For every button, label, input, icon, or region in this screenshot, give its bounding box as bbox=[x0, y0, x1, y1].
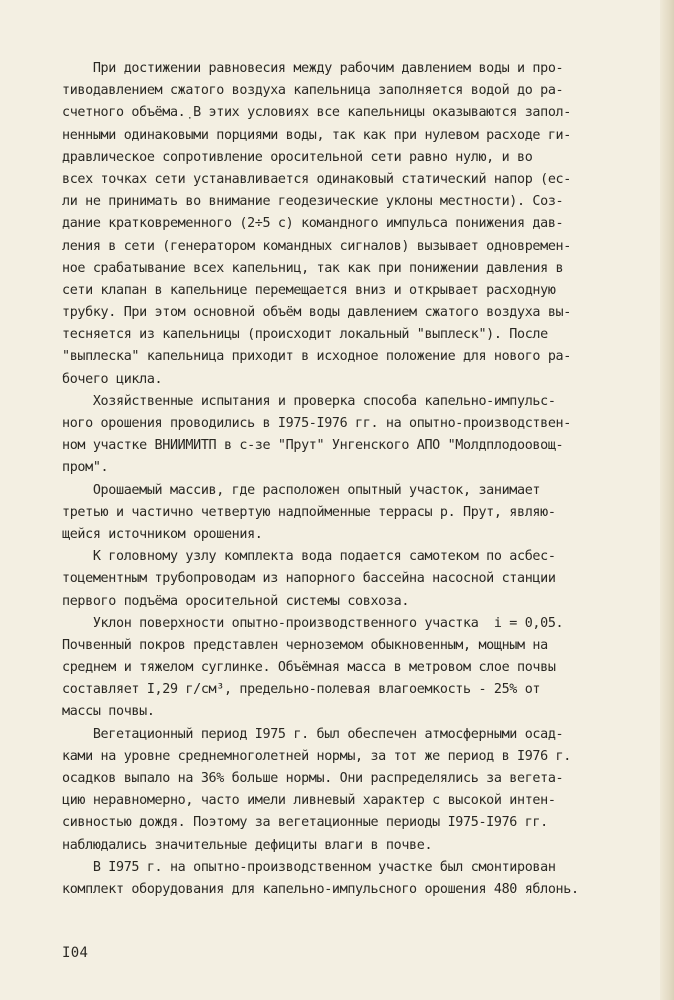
text-line: комплект оборудования для капельно-импульсного орошения 480 яблонь. bbox=[62, 881, 579, 897]
text-line: тесняется из капельницы (происходит локальный "выплеск"). После bbox=[62, 327, 548, 343]
text-line: бочего цикла. bbox=[62, 371, 163, 387]
text-line: ли не принимать во внимание геодезические уклоны местности). Соз- bbox=[62, 194, 564, 210]
text-line: тоцементным трубопроводам из напорного бассейна насосной станции bbox=[62, 571, 556, 587]
text-line: счетного объёма.̣ В этих условиях все капельницы оказываются запол- bbox=[62, 105, 571, 121]
text-line: тиводавлением сжатого воздуха капельница заполняется водой до ра- bbox=[62, 83, 564, 99]
text-line: массы почвы. bbox=[62, 704, 155, 720]
text-line: сети клапан в капельнице перемещается вниз и открывает расходную bbox=[62, 282, 556, 298]
text-line: наблюдались значительные дефициты влаги в почве. bbox=[62, 837, 433, 853]
text-line: составляет I,29 г/см³, предельно-полевая влагоемкость - 25% от bbox=[62, 682, 541, 698]
text-line: щейся источником орошения. bbox=[62, 526, 263, 542]
text-line: пром". bbox=[62, 460, 109, 476]
text-line: "выплеска" капельница приходит в исходное положение для нового ра- bbox=[62, 349, 571, 365]
text-line: Орошаемый массив, где расположен опытный участок, занимает bbox=[62, 482, 541, 498]
text-line: среднем и тяжелом суглинке. Объёмная масса в метровом слое почвы bbox=[62, 660, 556, 676]
text-line: дравлическое сопротивление оросительной сети равно нулю, и во bbox=[62, 149, 533, 165]
text-line: ное срабатывание всех капельниц, так как при понижении давления в bbox=[62, 260, 564, 276]
text-line: Хозяйственные испытания и проверка способа капельно-импульс- bbox=[62, 393, 556, 409]
text-line: ного орошения проводились в I975-I976 гг. на опытно-производствен- bbox=[62, 416, 571, 431]
text-line: сивностью дождя. Поэтому за вегетационные периоды I975-I976 гг. bbox=[62, 815, 548, 831]
text-line: цию неравномерно, часто имели ливневый характер с высокой интен- bbox=[62, 793, 556, 809]
body-text bbox=[62, 58, 652, 901]
page-number: I04 bbox=[62, 945, 89, 961]
page-edge-shadow bbox=[660, 0, 674, 1000]
text-line: Уклон поверхности опытно-производственного участка i = 0,05. bbox=[62, 615, 564, 631]
text-line: первого подъёма оросительной системы совхоза. bbox=[62, 593, 410, 609]
text-line: третью и частично четвертую надпойменные террасы р. Прут, являю- bbox=[62, 504, 556, 520]
text-line: В I975 г. на опытно-производственном участке был смонтирован bbox=[62, 859, 556, 875]
text-line: ненными одинаковыми порциями воды, так как при нулевом расходе ги- bbox=[62, 127, 571, 143]
text-line: ками на уровне среднемноголетней нормы, за тот же период в I976 г. bbox=[62, 748, 571, 764]
text-line: всех точках сети устанавливается одинаковый статический напор (ес- bbox=[62, 171, 571, 187]
text-line: ления в сети (генератором командных сигналов) вызывает одновремен- bbox=[62, 238, 571, 254]
text-line: При достижении равновесия между рабочим давлением воды и про- bbox=[62, 61, 564, 76]
text-line: К головному узлу комплекта вода подается самотеком по асбес- bbox=[62, 549, 556, 565]
text-line: трубку. При этом основной объём воды давлением сжатого воздуха вы- bbox=[62, 305, 571, 321]
text-line: Вегетационный период I975 г. был обеспечен атмосферными осад- bbox=[62, 726, 564, 742]
text-line: осадков выпало на 36% больше нормы. Они распределялись за вегета- bbox=[62, 771, 564, 786]
text-line: дание кратковременного (2÷5 с) командного импульса понижения дав- bbox=[62, 216, 564, 232]
text-line: ном участке ВНИИМИТП в с-зе "Прут" Унгенского АПО "Молдплодоовощ- bbox=[62, 438, 564, 454]
text-line: Почвенный покров представлен черноземом обыкновенным, мощным на bbox=[62, 637, 548, 653]
